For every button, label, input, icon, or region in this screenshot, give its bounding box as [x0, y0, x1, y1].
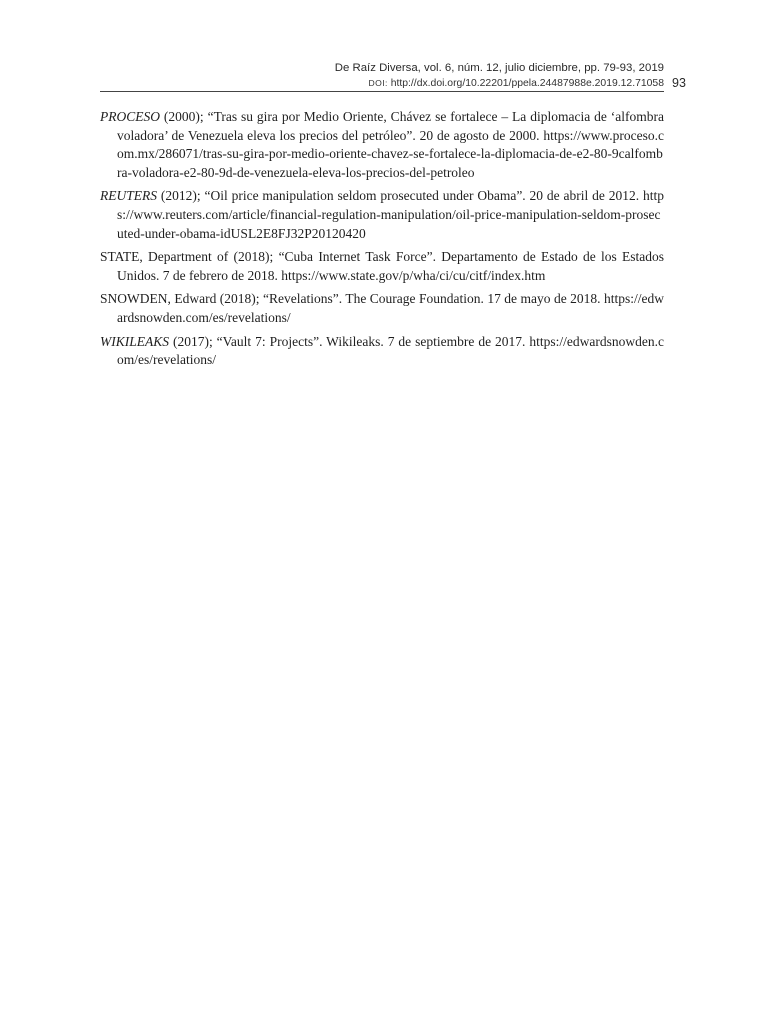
doi-label: DOI:	[368, 78, 388, 88]
reference-entry-proceso	[100, 108, 664, 182]
reference-details: (2012); “Oil price manipulation seldom prosecuted under Obama”. 20 de abril de 2012.	[157, 188, 640, 204]
reference-author: WIKILEAKS	[100, 333, 169, 349]
reference-author: REUTERS	[100, 188, 157, 204]
reference-entry-reuters	[100, 187, 664, 243]
reference-url[interactable]: https://www.proceso.com.mx/286071/tras-su-gira-por-medio-oriente-chavez-se-fortalece-la-diplomacia-de-e2-80-9calfombra-voladora-e2-80-9d-de-venezuela-eleva-los-precios-del-petroleo	[117, 127, 665, 180]
reference-url[interactable]: https://edwardsnowden.com/es/revelations/	[117, 291, 665, 325]
reference-list	[100, 108, 664, 375]
reference-details: (2000); “Tras su gira por Medio Oriente, Chávez se fortalece – La diplomacia de ‘alfombra voladora’ de Venezuela eleva los precios del petróleo”. 20 de agosto de 2000.	[117, 109, 664, 143]
reference-entry-wikileaks	[100, 333, 664, 370]
doi-link[interactable]: http://dx.doi.org/10.22201/ppela.24487988e.2019.12.71058	[390, 78, 664, 89]
reference-author: PROCESO	[100, 109, 160, 124]
reference-details: (2017); “Vault 7: Projects”. Wikileaks. 7 de septiembre de 2017.	[169, 333, 526, 349]
reference-entry-state	[100, 248, 664, 285]
page-number: 93	[672, 76, 686, 90]
journal-citation: De Raíz Diversa, vol. 6, núm. 12, julio diciembre, pp. 79-93, 2019	[334, 62, 664, 74]
reference-author: SNOWDEN, Edward	[100, 291, 217, 307]
reference-url[interactable]: https://edwardsnowden.com/es/revelations/	[117, 333, 665, 368]
header-rule	[100, 91, 664, 92]
running-header	[100, 61, 664, 91]
reference-details: (2018); “Revelations”. The Courage Foundation. 17 de mayo de 2018.	[216, 291, 601, 307]
reference-author: STATE, Department of	[100, 249, 229, 265]
reference-details: (2018); “Cuba Internet Task Force”. Departamento de Estado de los Estados Unidos. 7 de febrero de 2018.	[117, 249, 665, 283]
doi-line	[100, 76, 664, 91]
reference-entry-snowden	[100, 290, 664, 327]
reference-url[interactable]: https://www.state.gov/p/wha/ci/cu/citf/index.htm	[281, 267, 546, 283]
reference-url[interactable]: https://www.reuters.com/article/financial-regulation-manipulation/oil-price-manipulation-seldom-prosecuted-under-obama-idUSL2E8FJ32P20120420	[117, 188, 664, 241]
